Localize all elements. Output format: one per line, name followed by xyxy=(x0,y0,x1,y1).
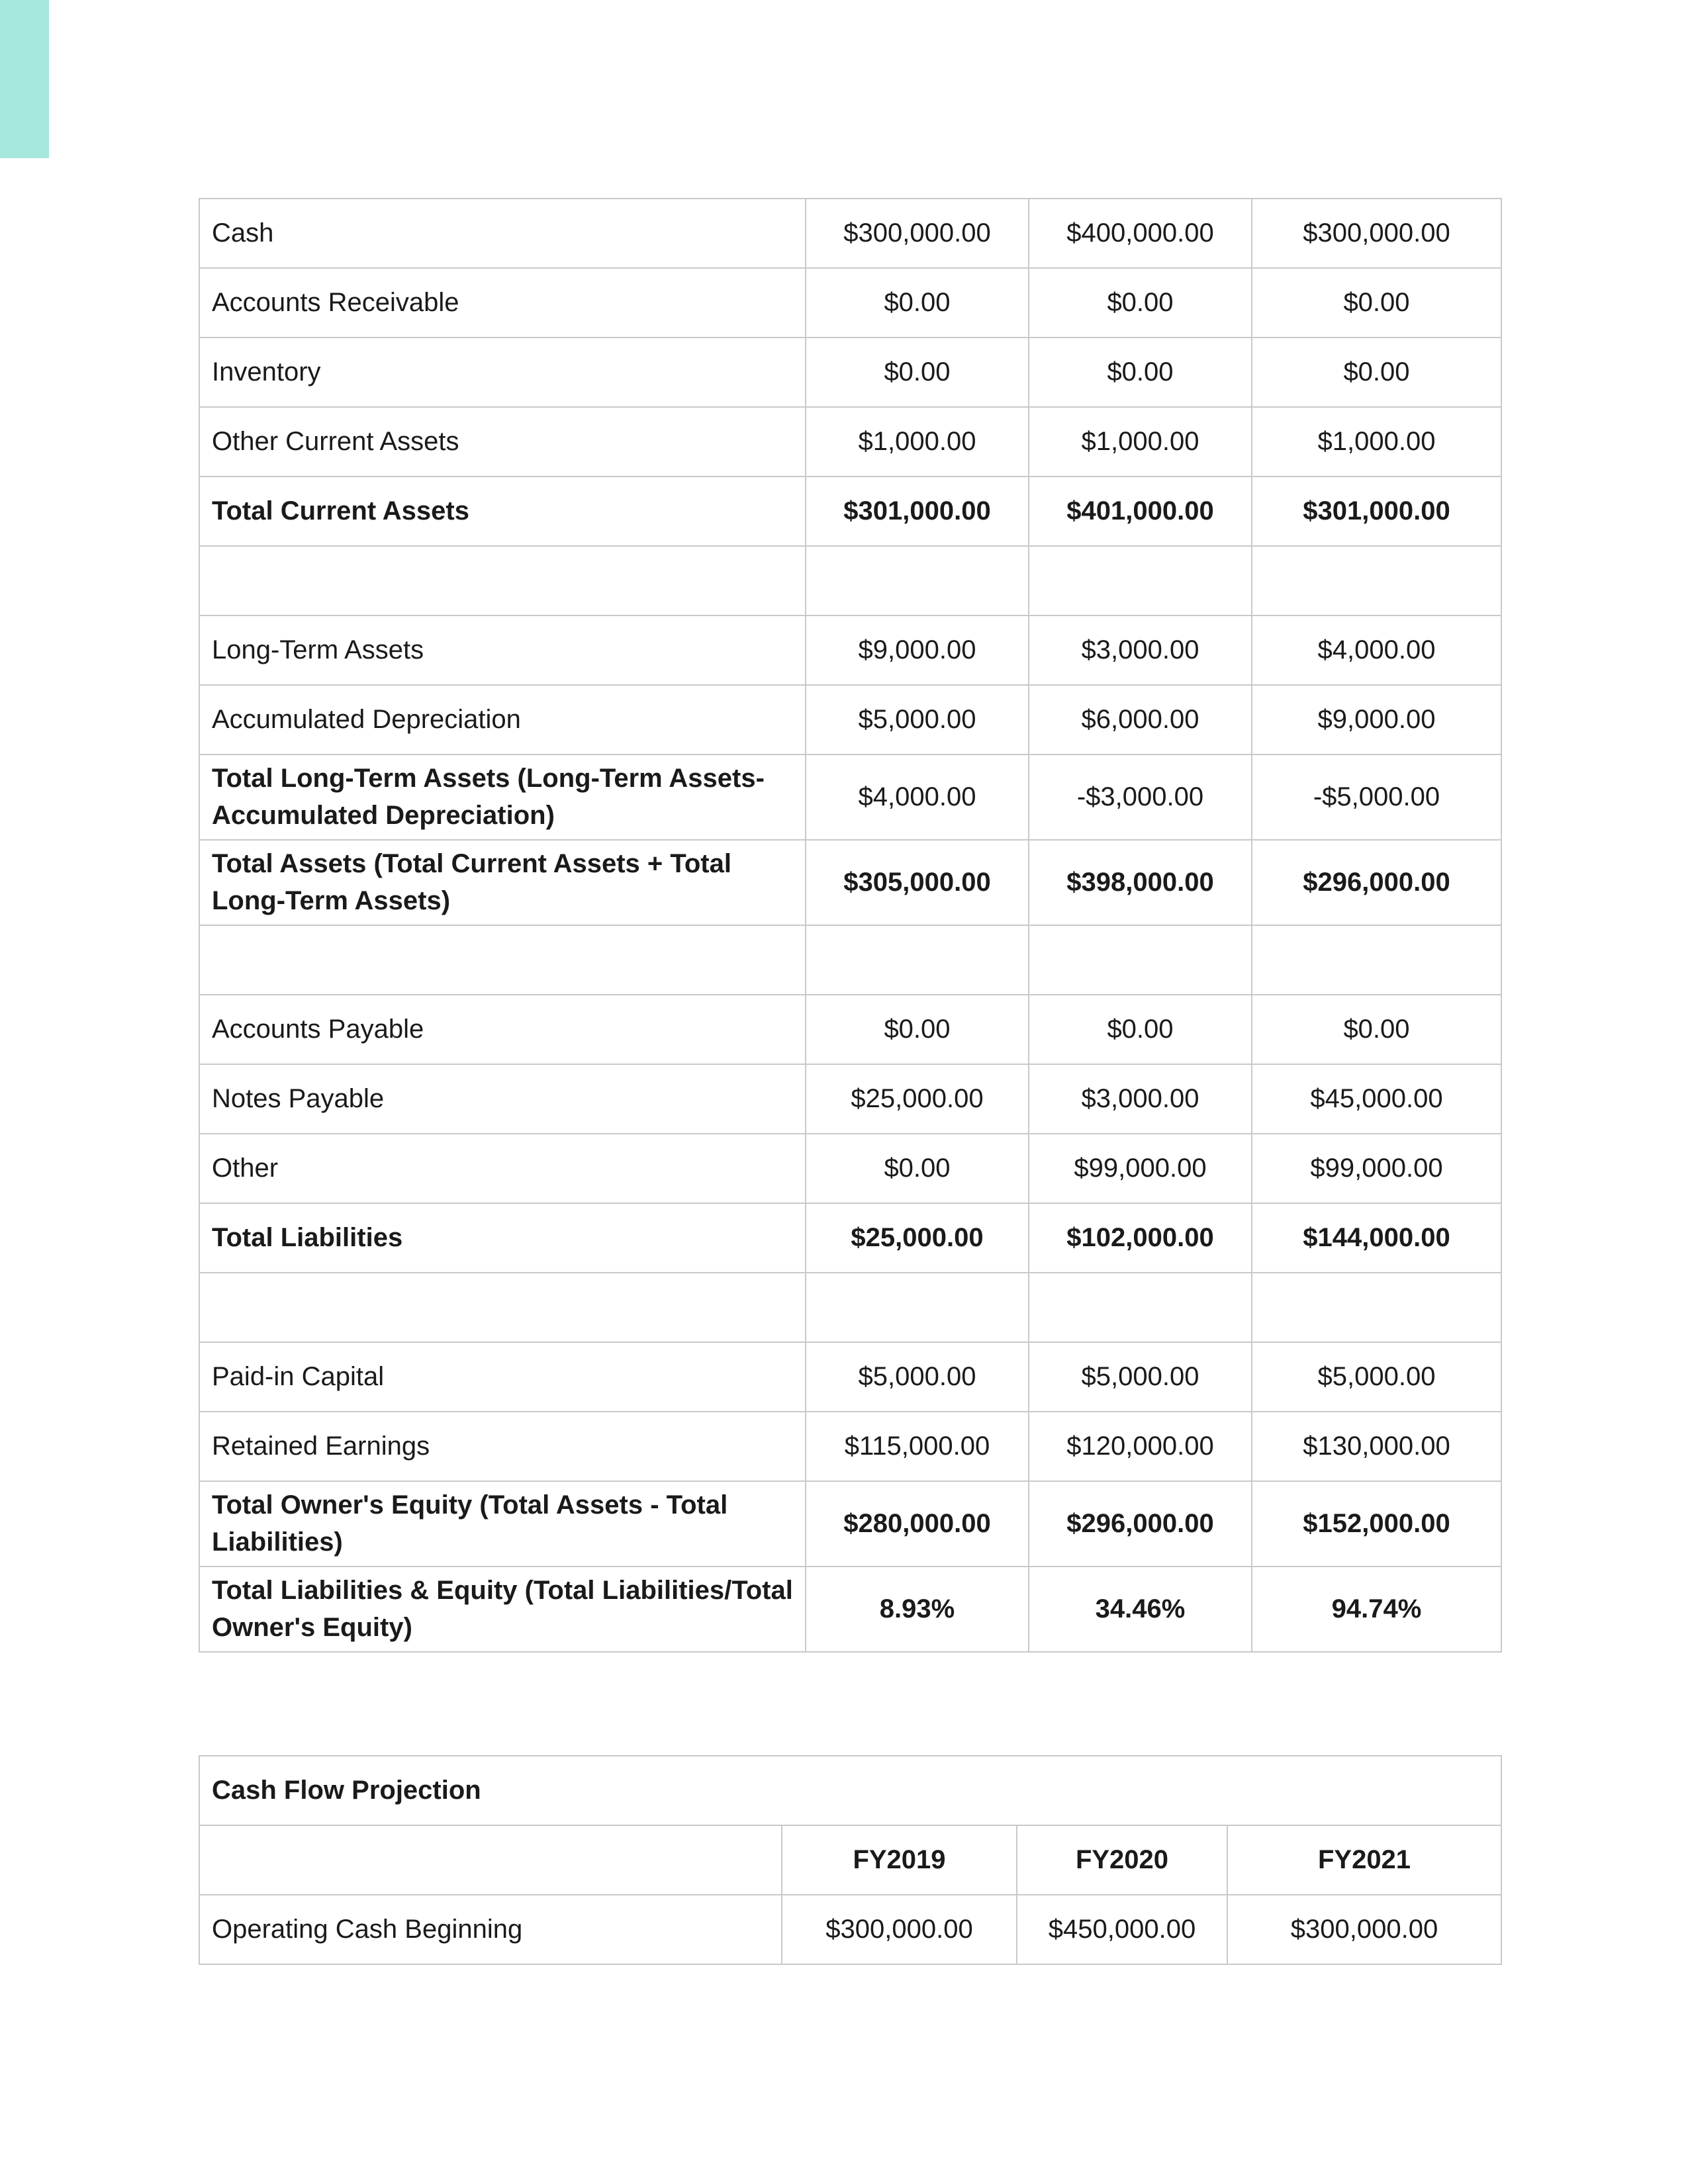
cell-value xyxy=(806,1273,1029,1342)
cell-value: $5,000.00 xyxy=(806,1342,1029,1412)
row-label xyxy=(199,925,806,995)
cell-value: 94.74% xyxy=(1252,1567,1501,1652)
cell-value: $0.00 xyxy=(1252,268,1501,338)
row-label: Long-Term Assets xyxy=(199,615,806,685)
cell-value: $401,000.00 xyxy=(1029,477,1252,546)
cash-flow-table xyxy=(199,1755,1502,1965)
cell-value: $4,000.00 xyxy=(806,754,1029,840)
row-label: Total Current Assets xyxy=(199,477,806,546)
table-row xyxy=(199,338,1501,407)
cell-value: 8.93% xyxy=(806,1567,1029,1652)
cell-value xyxy=(1029,546,1252,615)
table-row xyxy=(199,477,1501,546)
table-row xyxy=(199,1412,1501,1481)
cell-value: $115,000.00 xyxy=(806,1412,1029,1481)
row-label xyxy=(199,546,806,615)
cell-value: $3,000.00 xyxy=(1029,1064,1252,1134)
cell-value xyxy=(1252,925,1501,995)
table-row xyxy=(199,685,1501,754)
cash-flow-header-row xyxy=(199,1825,1501,1895)
cell-value: $300,000.00 xyxy=(806,199,1029,268)
row-label: Cash xyxy=(199,199,806,268)
row-label: Total Long-Term Assets (Long-Term Assets-Accumulated Depreciation) xyxy=(199,754,806,840)
cell-value: $301,000.00 xyxy=(806,477,1029,546)
row-label: Other xyxy=(199,1134,806,1203)
cell-value: $130,000.00 xyxy=(1252,1412,1501,1481)
table-row xyxy=(199,995,1501,1064)
cell-value: $99,000.00 xyxy=(1252,1134,1501,1203)
row-label: Total Owner's Equity (Total Assets - Total Liabilities) xyxy=(199,1481,806,1567)
cell-value: $1,000.00 xyxy=(1252,407,1501,477)
row-label: Operating Cash Beginning xyxy=(199,1895,782,1964)
cash-flow-title: Cash Flow Projection xyxy=(199,1756,1501,1825)
cell-value: $45,000.00 xyxy=(1252,1064,1501,1134)
row-label: Accounts Receivable xyxy=(199,268,806,338)
cell-value: $400,000.00 xyxy=(1029,199,1252,268)
table-row xyxy=(199,546,1501,615)
cell-value: $5,000.00 xyxy=(1029,1342,1252,1412)
table-row xyxy=(199,615,1501,685)
table-row xyxy=(199,1273,1501,1342)
cell-value xyxy=(1029,1273,1252,1342)
table-row xyxy=(199,925,1501,995)
cell-value: $300,000.00 xyxy=(1252,199,1501,268)
row-label: Accounts Payable xyxy=(199,995,806,1064)
table-row xyxy=(199,1134,1501,1203)
cell-value: $0.00 xyxy=(806,268,1029,338)
cell-value: $0.00 xyxy=(806,1134,1029,1203)
cell-value: $305,000.00 xyxy=(806,840,1029,925)
cell-value xyxy=(1029,925,1252,995)
cell-value: $300,000.00 xyxy=(782,1895,1017,1964)
cell-value: $152,000.00 xyxy=(1252,1481,1501,1567)
cell-value: $5,000.00 xyxy=(1252,1342,1501,1412)
cell-value: $144,000.00 xyxy=(1252,1203,1501,1273)
cell-value: $0.00 xyxy=(806,995,1029,1064)
cash-flow-header-fy2020: FY2020 xyxy=(1017,1825,1227,1895)
row-label: Other Current Assets xyxy=(199,407,806,477)
cell-value: $0.00 xyxy=(1252,995,1501,1064)
row-label: Total Liabilities xyxy=(199,1203,806,1273)
cell-value: $0.00 xyxy=(1029,995,1252,1064)
cell-value: -$3,000.00 xyxy=(1029,754,1252,840)
row-label xyxy=(199,1273,806,1342)
row-label: Accumulated Depreciation xyxy=(199,685,806,754)
cell-value: $296,000.00 xyxy=(1029,1481,1252,1567)
row-label: Notes Payable xyxy=(199,1064,806,1134)
row-label: Inventory xyxy=(199,338,806,407)
cell-value: $4,000.00 xyxy=(1252,615,1501,685)
cell-value: $6,000.00 xyxy=(1029,685,1252,754)
cell-value: $0.00 xyxy=(806,338,1029,407)
cell-value: $3,000.00 xyxy=(1029,615,1252,685)
cell-value: $0.00 xyxy=(1252,338,1501,407)
cell-value: $9,000.00 xyxy=(806,615,1029,685)
row-label: Total Assets (Total Current Assets + Total Long-Term Assets) xyxy=(199,840,806,925)
cell-value: $0.00 xyxy=(1029,268,1252,338)
row-label: Total Liabilities & Equity (Total Liabilities/Total Owner's Equity) xyxy=(199,1567,806,1652)
cell-value: 34.46% xyxy=(1029,1567,1252,1652)
cell-value: $1,000.00 xyxy=(1029,407,1252,477)
table-row xyxy=(199,199,1501,268)
row-label: Retained Earnings xyxy=(199,1412,806,1481)
cell-value: $398,000.00 xyxy=(1029,840,1252,925)
cell-value: $280,000.00 xyxy=(806,1481,1029,1567)
cell-value xyxy=(1252,1273,1501,1342)
cell-value xyxy=(1252,546,1501,615)
table-row xyxy=(199,1342,1501,1412)
balance-sheet-body xyxy=(199,199,1501,1652)
cell-value: $300,000.00 xyxy=(1227,1895,1501,1964)
row-label: Paid-in Capital xyxy=(199,1342,806,1412)
cash-flow-header-fy2021: FY2021 xyxy=(1227,1825,1501,1895)
table-row xyxy=(199,1203,1501,1273)
cell-value: $25,000.00 xyxy=(806,1203,1029,1273)
cell-value: $1,000.00 xyxy=(806,407,1029,477)
cell-value xyxy=(806,546,1029,615)
cell-value xyxy=(806,925,1029,995)
cell-value: $99,000.00 xyxy=(1029,1134,1252,1203)
cell-value: -$5,000.00 xyxy=(1252,754,1501,840)
table-row xyxy=(199,1895,1501,1964)
cash-flow-header-fy2019: FY2019 xyxy=(782,1825,1017,1895)
cell-value: $5,000.00 xyxy=(806,685,1029,754)
cell-value: $0.00 xyxy=(1029,338,1252,407)
table-row xyxy=(199,1567,1501,1652)
table-row xyxy=(199,840,1501,925)
cell-value: $102,000.00 xyxy=(1029,1203,1252,1273)
table-row xyxy=(199,1481,1501,1567)
table-row xyxy=(199,1064,1501,1134)
table-row xyxy=(199,754,1501,840)
cash-flow-header-blank xyxy=(199,1825,782,1895)
table-row xyxy=(199,407,1501,477)
accent-tab xyxy=(0,0,49,158)
table-row xyxy=(199,268,1501,338)
cell-value: $25,000.00 xyxy=(806,1064,1029,1134)
cell-value: $450,000.00 xyxy=(1017,1895,1227,1964)
cell-value: $120,000.00 xyxy=(1029,1412,1252,1481)
cell-value: $301,000.00 xyxy=(1252,477,1501,546)
cell-value: $9,000.00 xyxy=(1252,685,1501,754)
cell-value: $296,000.00 xyxy=(1252,840,1501,925)
balance-sheet-table xyxy=(199,198,1502,1653)
cash-flow-title-row xyxy=(199,1756,1501,1825)
